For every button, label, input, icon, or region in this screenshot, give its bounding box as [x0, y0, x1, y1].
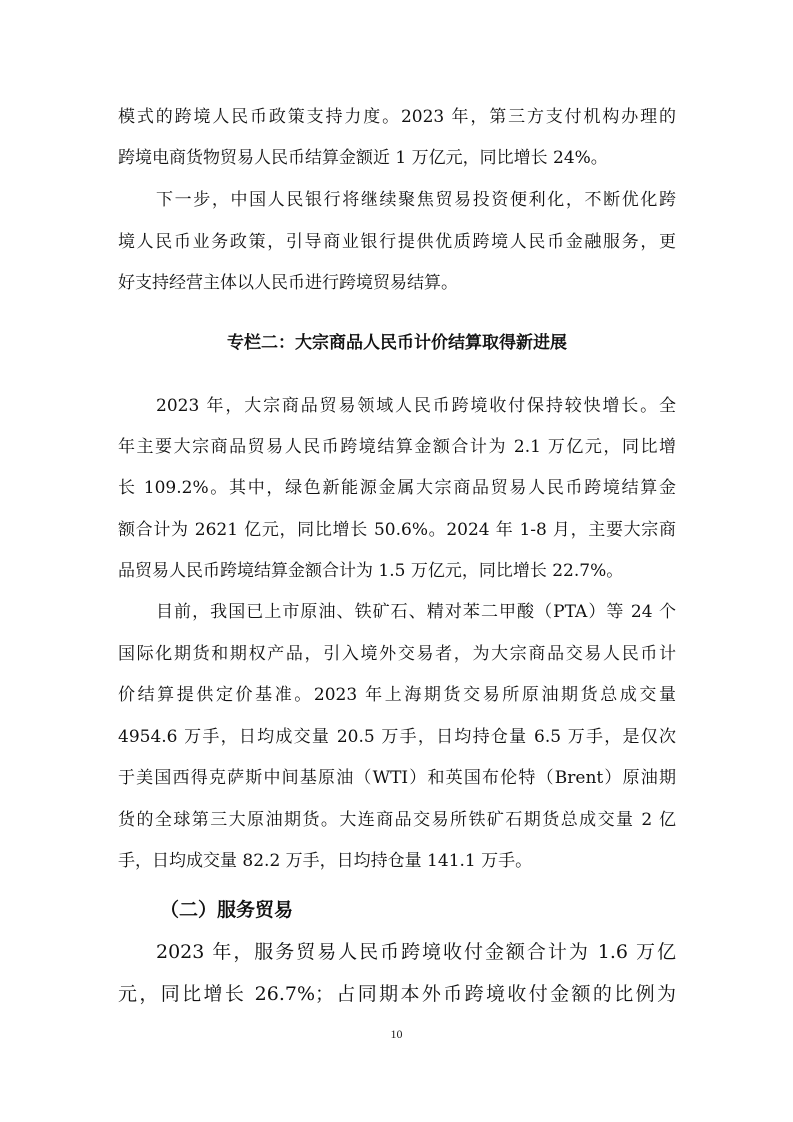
- paragraph-line: 2023 年，大宗商品贸易领域人民币跨境收付保持较快增长。全: [156, 396, 676, 416]
- paragraph-line: 品贸易人民币跨境结算金额合计为 1.5 万亿元，同比增长 22.7%。: [118, 561, 624, 581]
- paragraph-line: 好支持经营主体以人民币进行跨境贸易结算。: [118, 273, 458, 293]
- paragraph-line: 元，同比增长 26.7%；占同期本外币跨境收付金额的比例为: [118, 983, 676, 1005]
- paragraph-line: 长 109.2%。其中，绿色新能源金属大宗商品贸易人民币跨境结算金: [118, 478, 676, 498]
- paragraph-line: 境人民币业务政策，引导商业银行提供优质跨境人民币金融服务，更: [118, 232, 676, 252]
- paragraph-line: 模式的跨境人民币政策支持力度。2023 年，第三方支付机构办理的: [118, 107, 676, 127]
- paragraph-line: 国际化期货和期权产品，引入境外交易者，为大宗商品交易人民币计: [118, 644, 676, 664]
- paragraph-line: 目前，我国已上市原油、铁矿石、精对苯二甲酸（PTA）等 24 个: [156, 602, 676, 622]
- paragraph-line: 价结算提供定价基准。2023 年上海期货交易所原油期货总成交量: [118, 685, 676, 705]
- section-heading: （二）服务贸易: [160, 899, 294, 921]
- box-title: 专栏二：大宗商品人民币计价结算取得新进展: [227, 333, 567, 353]
- paragraph-line: 手，日均成交量 82.2 万手，日均持仓量 141.1 万手。: [118, 851, 533, 871]
- paragraph-line: 于美国西得克萨斯中间基原油（WTI）和英国布伦特（Brent）原油期: [118, 768, 676, 788]
- paragraph-line: 货的全球第三大原油期货。大连商品交易所铁矿石期货总成交量 2 亿: [118, 810, 676, 830]
- page-number: 10: [390, 1027, 403, 1041]
- paragraph-line: 2023 年，服务贸易人民币跨境收付金额合计为 1.6 万亿: [156, 941, 676, 963]
- paragraph-line: 4954.6 万手，日均成交量 20.5 万手，日均持仓量 6.5 万手，是仅次: [118, 727, 676, 747]
- paragraph-line: 下一步，中国人民银行将继续聚焦贸易投资便利化，不断优化跨: [156, 190, 676, 210]
- paragraph-line: 额合计为 2621 亿元，同比增长 50.6%。2024 年 1-8 月，主要大宗商: [118, 520, 676, 540]
- paragraph-line: 年主要大宗商品贸易人民币跨境结算金额合计为 2.1 万亿元，同比增: [118, 437, 676, 457]
- paragraph-line: 跨境电商货物贸易人民币结算金额近 1 万亿元，同比增长 24%。: [118, 148, 608, 168]
